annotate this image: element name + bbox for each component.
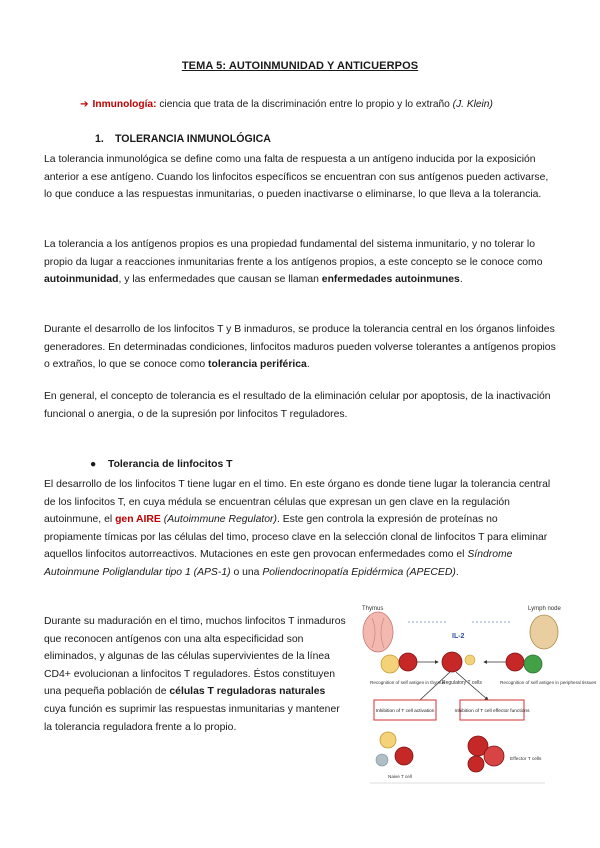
figure-label-lymph-node: Lymph node [528,606,561,612]
figure-label-recognition-thymus: Recognition of self antigen in thymus [370,680,446,685]
definition-text: ciencia que trata de la discriminación entre lo propio y lo extraño [156,99,453,110]
naive-t-cell-icon [395,747,413,765]
paragraph-2 [44,236,556,289]
arrow-icon: ➔ [80,99,89,110]
term-aps1: Síndrome Autoinmune Poliglandular tipo 1 (APS-1) [44,549,513,578]
effector-t-cell-icon-3 [468,756,484,772]
apc-thymus-icon [381,655,399,673]
lymph-node-icon [530,615,558,649]
figure-label-inhibition-effector: Inhibition of T cell effector functions [454,709,530,714]
paragraph-6 [44,613,350,736]
apc-bottom-icon [380,732,396,748]
paragraph-3-text-a: Durante el desarrollo de los linfocitos T y B inmaduros, se produce la tolerancia central en los órganos linfoides generadores. En determinadas condiciones, linfocitos maduros pueden volverse tolerantes a antígenos propios o extraños, lo que se conoce como [44,324,556,371]
figure-label-recognition-periphery: Recognition of self antigen in peripheral tissues [500,680,597,685]
t-cell-periphery-icon [506,653,524,671]
paragraph-3-text-c: . [306,359,310,371]
term-enfermedades-autoinmunes: enfermedades autoinmunes [321,274,460,286]
section-heading-text: TOLERANCIA INMUNOLÓGICA [115,133,271,145]
paragraph-2-text-c: , y las enfermedades que causan se llaman [118,274,322,286]
thymus-icon [363,612,393,652]
paragraph-5-text-g: o una [230,566,263,578]
paragraph-1: La tolerancia inmunológica se define como una falta de respuesta a un antígeno inducida por la exposición anterior a ese antígeno. Cuando los linfocitos específicos se encuentran con sus antígenos pueden activarse, lo que conduce a las respuestas inmunitarias, o pueden inactivarse o eliminarse, lo que lleva a la tolerancia. [44,154,549,201]
paragraph-6-text-c: cuya función es suprimir las respuestas inmunitarias y mantener la tolerancia reguladora frente a lo propio. [44,703,340,733]
paragraph-5 [44,476,556,582]
paragraph-4: En general, el concepto de tolerancia es el resultado de la eliminación celular por apoptosis, de la inactivación funcional o anergia, o de la supresión por linfocitos T reguladores. [44,391,551,420]
bullet-icon: ● [90,459,97,470]
figure-label-thymus: Thymus [362,606,384,612]
definition-term: Inmunología: [92,99,157,110]
paragraph-2-text-e: . [459,274,463,286]
definition-author: (J. Klein) [452,99,493,110]
figure-label-regulatory: Regulatory T cells [442,680,482,686]
paragraph-2-text-a: La tolerancia a los antígenos propios es una propiedad fundamental del sistema inmunitario, y no tolerar lo propio da lugar a reacciones inmunitarias frente a los antígenos propios, a este concepto se le conoce como [44,239,543,268]
section-heading-tolerancia [95,131,271,149]
regulatory-t-cell-icon [442,652,462,672]
effector-t-cell-icon-2 [484,746,504,766]
apc-periphery-icon [524,655,542,673]
term-celulas-t-reguladoras: células T reguladoras naturales [169,686,326,698]
term-apeced: Poliendocrinopatía Epidérmica (APECED) [262,566,456,578]
figure-label-effector: Effector T cells [510,757,542,762]
definition-line [80,96,560,114]
section-number: 1. [95,133,104,145]
term-tolerancia-periferica: tolerancia periférica [208,359,307,371]
figure-label-inhibition-activation: Inhibition of T cell activation [375,709,435,714]
svg-text:Recognition of self antigen in [370,680,446,685]
paragraph-3 [44,321,556,374]
document-title: TEMA 5: AUTOINMUNIDAD Y ANTICUERPOS [181,60,419,72]
figure-label-naive: Naive T cell [388,774,412,779]
paragraph-5-text-e: . Este gen controla la expresión de proteínas no propiamente tímicas por las células del timo, proceso clave en la selección clonal de linfocitos T para eliminar aquellos linfocitos autorreactivos. Mutaciones en este gen provocan enfermedades como el [44,514,548,561]
paragraph-5-text-i: . [455,566,459,578]
paragraph-5-text-a: El desarrollo de los linfocitos T tiene lugar en el timo. En este órgano es donde tiene lugar la tolerancia central de los linfocitos T, en cuya médula se encuentran células que expresan un gen clave en la regulación autoinmune, el [44,479,551,526]
term-gen-aire: gen AIRE [115,514,161,526]
term-autoinmunidad: autoinmunidad [44,274,119,286]
term-autoimmune-regulator: (Autoimmune Regulator) [163,514,277,526]
paragraph-6-text-a: Durante su maduración en el timo, muchos linfocitos T inmaduros que reconocen antígenos con una alta especificidad son eliminados, y algunas de las células supervivientes de la línea CD4+ evolucionan a linfocitos T reguladores. Éstos constituyen una pequeña población de [44,616,346,698]
regulatory-t-cell-figure [360,600,597,788]
figure-label-il2: IL-2 [452,633,465,640]
t-cell-thymus-icon [399,653,417,671]
subsection-heading-text: Tolerancia de linfocitos T [108,459,233,470]
subsection-heading-linfocitos-t [90,456,233,474]
